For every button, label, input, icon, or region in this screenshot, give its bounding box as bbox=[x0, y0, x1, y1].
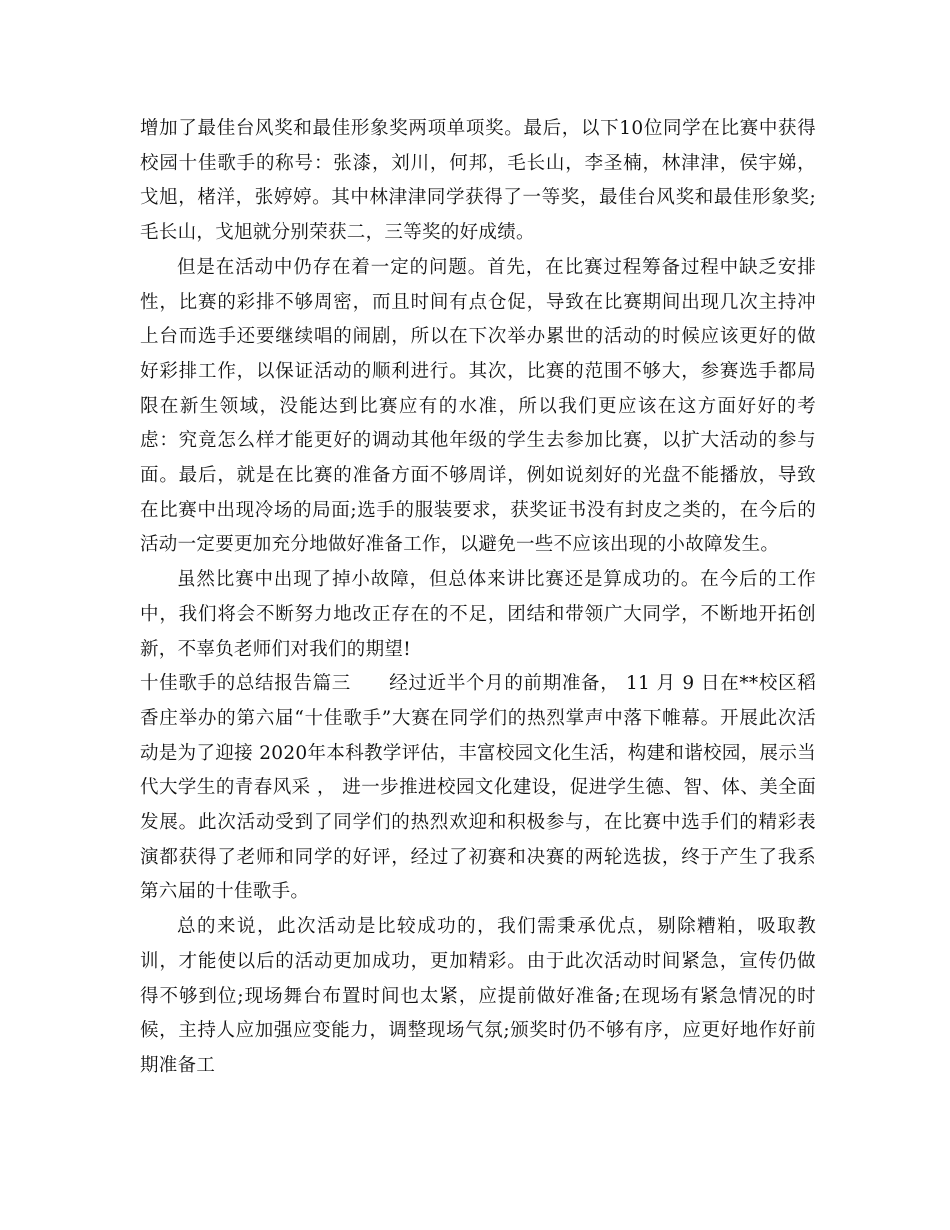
paragraph-awards: 增加了最佳台风奖和最佳形象奖两项单项奖。最后，以下10位同学在比赛中获得校园十佳歌手的称号：张漆，刘川，何邦，毛长山，李圣楠，林津津，侯宇娣，戈旭，楮洋，张婷婷。其中林津津同学获得了一等奖，最佳台风奖和最佳形象奖;毛长山，戈旭就分别荣获二，三等奖的好成绩。 bbox=[140, 118, 816, 244]
paragraph-summary: 总的来说，此次活动是比较成功的，我们需秉承优点，剔除糟粕，吸取教训，才能使以后的活动更加成功，更加精彩。由于此次活动时间紧急，宣传仍做得不够到位;现场舞台布置时间也太紧，应提前做好准备;在现场有紧急情况的时候，主持人应加强应变能力，调整现场气氛;颁奖时仍不够有序，应更好地作好前期准备工 bbox=[140, 916, 816, 1076]
paragraph-report-three-intro: 十佳歌手的总结报告篇三 经过近半个月的前期准备， 11 月 9 日在**校区稻香庄举办的第六届“十佳歌手”大赛在同学们的热烈掌声中落下帷幕。开展此次活动是为了迎接 2020年本科教学评估，丰富校园文化生活，构建和谐校园，展示当代大学生的青春风采 ， 进一步推进校园文化建设，促进学生德、智、体、美全面发展。此次活动受到了同学们的热烈欢迎和积极参与，在比赛中选手们的精彩表演都获得了老师和同学的好评，经过了初赛和决赛的两轮选拔，终于产生了我系第六届的十佳歌手。 bbox=[140, 673, 816, 903]
paragraph-conclusion: 虽然比赛中出现了掉小故障，但总体来讲比赛还是算成功的。在今后的工作中，我们将会不断努力地改正存在的不足，团结和带领广大同学，不断地开拓创新，不辜负老师们对我们的期望! bbox=[140, 569, 816, 660]
document-page bbox=[140, 112, 816, 1084]
paragraph-problems: 但是在活动中仍存在着一定的问题。首先，在比赛过程筹备过程中缺乏安排性，比赛的彩排不够周密，而且时间有点仓促，导致在比赛期间出现几次主持冲上台而选手还要继续唱的闹剧，所以在下次举办累世的活动的时候应该更好的做好彩排工作，以保证活动的顺利进行。其次，比赛的范围不够大，参赛选手都局限在新生领域，没能达到比赛应有的水准，所以我们更应该在这方面好好的考虑：究竟怎么样才能更好的调动其他年级的学生去参加比赛，以扩大活动的参与面。最后，就是在比赛的准备方面不够周详，例如说刻好的光盘不能播放，导致在比赛中出现冷场的局面;选手的服装要求，获奖证书没有封皮之类的，在今后的活动一定要更加充分地做好准备工作，以避免一些不应该出现的小故障发生。 bbox=[140, 256, 816, 556]
